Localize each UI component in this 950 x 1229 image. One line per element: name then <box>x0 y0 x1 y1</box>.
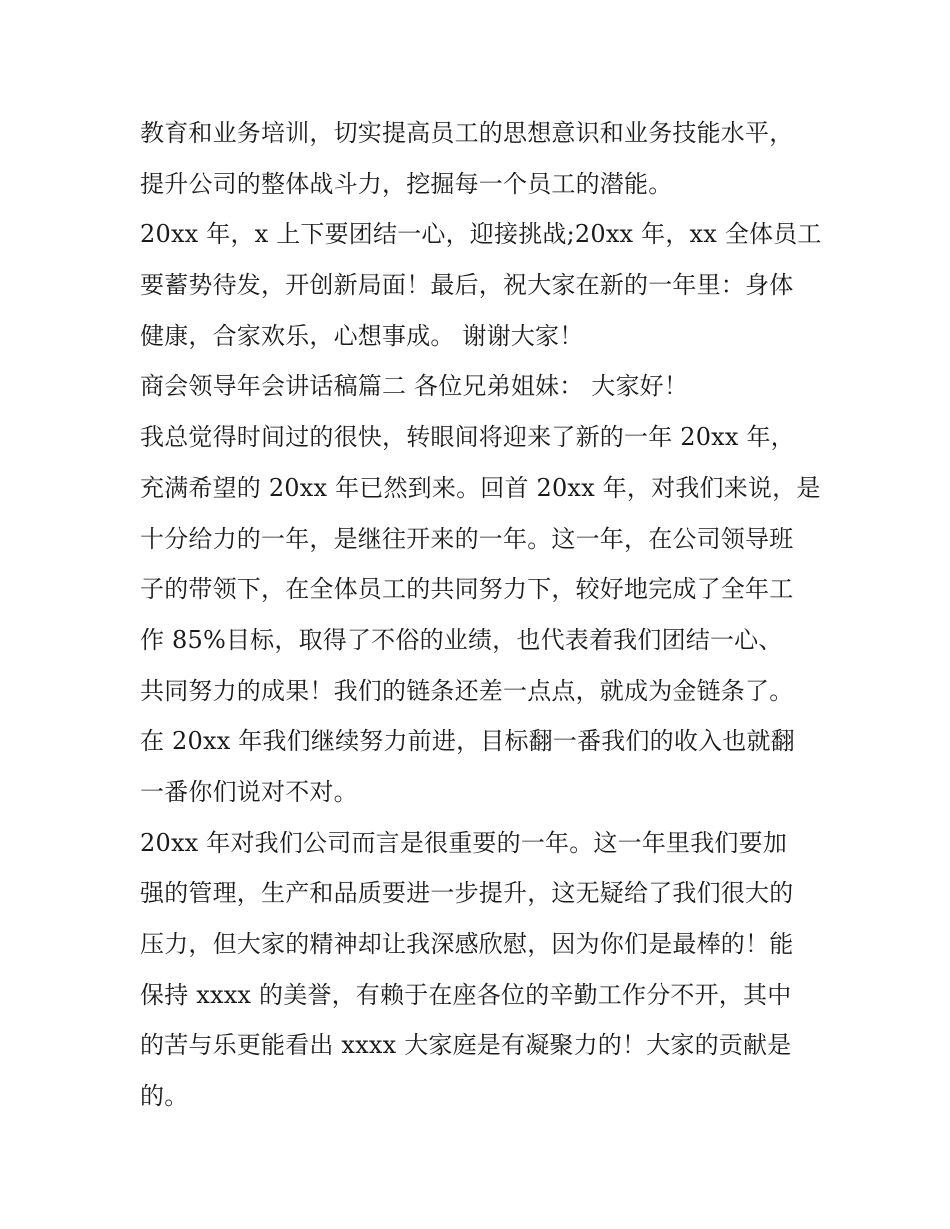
text-line: 充满希望的 20xx 年已然到来。回首 20xx 年，对我们来说，是 <box>140 473 821 502</box>
text-line: 20xx 年对我们公司而言是很重要的一年。这一年里我们要加 <box>140 828 788 857</box>
text-line: 的。 <box>140 1082 189 1111</box>
text-line: 子的带领下，在全体员工的共同努力下，较好地完成了全年工 <box>140 575 794 604</box>
document-body <box>140 108 830 1122</box>
text-line: 强的管理，生产和品质要进一步提升，这无疑给了我们很大的 <box>140 879 794 908</box>
text-line: 作 85%目标，取得了不俗的业绩，也代表着我们团结一心、 <box>140 625 783 654</box>
text-line: 我总觉得时间过的很快，转眼间将迎来了新的一年 20xx 年， <box>140 423 795 452</box>
text-line: 保持 xxxx 的美誉，有赖于在座各位的辛勤工作分不开，其中 <box>140 980 792 1009</box>
text-line: 压力，但大家的精神却让我深感欣慰，因为你们是最棒的！能 <box>140 930 794 958</box>
text-line: 提升公司的整体战斗力，挖掘每一个员工的潜能。 <box>140 169 673 198</box>
text-line: 一番你们说对不对。 <box>140 777 358 806</box>
text-line: 健康，合家欢乐，心想事成。 谢谢大家！ <box>140 321 584 350</box>
text-line: 共同努力的成果！我们的链条还差一点点，就成为金链条了。 <box>140 676 794 705</box>
text-line: 的苦与乐更能看出 xxxx 大家庭是有凝聚力的！大家的贡献是 <box>140 1031 792 1060</box>
text-line: 20xx 年，x 上下要团结一心，迎接挑战;20xx 年，xx 全体员工 <box>140 220 822 249</box>
text-line: 教育和业务培训，切实提高员工的思想意识和业务技能水平， <box>140 119 794 147</box>
section-heading-line: 商会领导年会讲话稿篇二 各位兄弟姐妹： 大家好！ <box>140 372 689 401</box>
text-line: 要蓄势待发，开创新局面！最后，祝大家在新的一年里：身体 <box>140 271 794 300</box>
text-line: 十分给力的一年，是继往开来的一年。这一年，在公司领导班 <box>140 524 794 553</box>
text-line: 在 20xx 年我们继续努力前进，目标翻一番我们的收入也就翻 <box>140 727 795 756</box>
